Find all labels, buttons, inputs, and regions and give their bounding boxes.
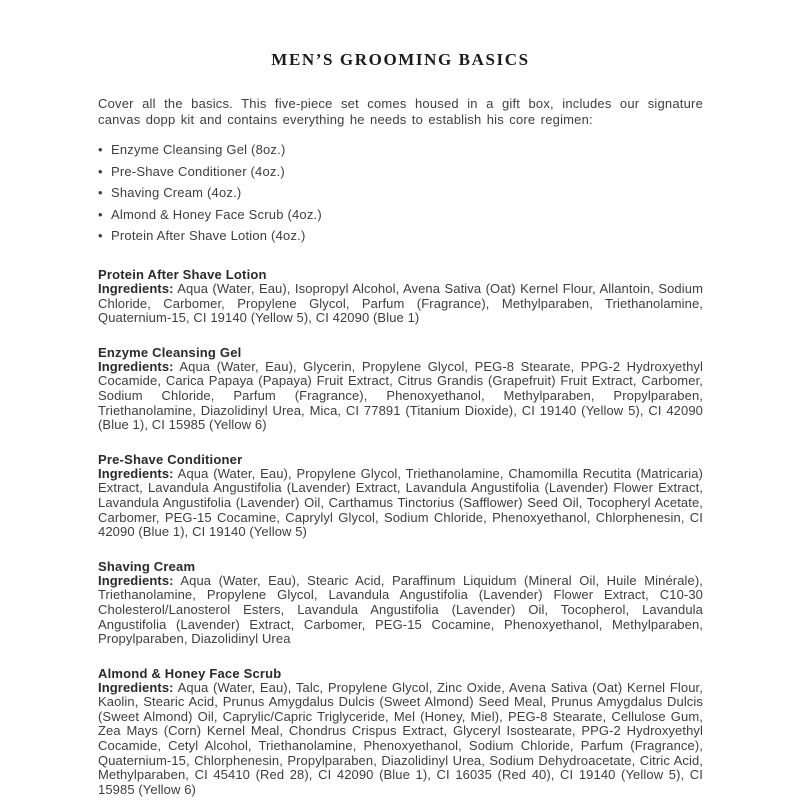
list-item-label: Shaving Cream (4oz.) (111, 185, 242, 200)
ingredients-text: Aqua (Water, Eau), Glycerin, Propylene Glycol, PEG-8 Stearate, PPG-2 Hydroxyethyl Cocamide, Carica Papaya (Papaya) Fruit Extract, Citrus Grandis (Grapefruit) Fruit Extract, Carbomer, Sodium Chloride, Parfum (Fragrance), Phenoxyethanol, Methylparaben, Propylparaben, Triethanolamine, Diazolidinyl Urea, Mica, CI 77891 (Titanium Dioxide), CI 19140 (Yellow 5), CI 42090 (Blue 1), CI 15985 (Yellow 6) (98, 358, 703, 433)
list-item (98, 185, 703, 200)
section-ingredients (98, 467, 703, 540)
ingredients-label: Ingredients: (98, 358, 174, 374)
list-item (98, 207, 703, 222)
ingredients-text: Aqua (Water, Eau), Propylene Glycol, Triethanolamine, Chamomilla Recutita (Matricaria) Extract, Lavandula Angustifolia (Lavender) Extract, Lavandula Angustifolia (Lavender) Flower Extract, Lavandula Angustifolia (Lavender) Oil, Carthamus Tinctorius (Safflower) Seed Oil, Tocopheryl Acetate, Carbomer, PEG-15 Cocamine, Caprylyl Glycol, Sodium Chloride, Phenoxyethanol, Chlorphenesin, CI 42090 (Blue 1), CI 19140 (Yellow 5) (98, 465, 703, 540)
list-item-label: Pre-Shave Conditioner (4oz.) (111, 163, 285, 179)
list-item (98, 228, 703, 243)
list-item-label: Enzyme Cleansing Gel (8oz.) (111, 142, 286, 157)
ingredients-label: Ingredients: (98, 281, 174, 296)
section-heading: Shaving Cream (98, 558, 196, 574)
section-ingredients (98, 574, 703, 647)
intro-paragraph: Cover all the basics. This five-piece set comes housed in a gift box, includes our signature canvas dopp kit and contains everything he needs to establish his core regimen: (98, 96, 703, 127)
section-almond-honey-face-scrub (98, 666, 703, 798)
list-item (98, 142, 703, 157)
ingredients-text: Aqua (Water, Eau), Isopropyl Alcohol, Avena Sativa (Oat) Kernel Flour, Allantoin, Sodium Chloride, Carbomer, Propylene Glycol, Parfum (Fragrance), Methylparaben, Triethanolamine, Quaternium-15, CI 19140 (Yellow 5), CI 42090 (Blue 1) (98, 281, 703, 326)
ingredients-label: Ingredients: (98, 465, 174, 481)
ingredients-label: Ingredients: (98, 572, 174, 588)
ingredients-text: Aqua (Water, Eau), Talc, Propylene Glycol, Zinc Oxide, Avena Sativa (Oat) Kernel Flour, Kaolin, Stearic Acid, Prunus Amygdalus Dulcis (Sweet Almond) Seed Meal, Prunus Amygdalus Dulcis (Sweet Almond) Oil, Caprylic/Capric Triglyceride, Mel (Honey, Miel), PEG-8 Stearate, Cellulose Gum, Zea Mays (Corn) Kernel Meal, Chondrus Crispus Extract, Glyceryl Isostearate, PPG-2 Hydroxyethyl Cocamide, Cetyl Alcohol, Triethanolamine, Phenoxyethanol, Sodium Chloride, Parfum (Fragrance), Quaternium-15, Chlorphenesin, Propylparaben, Diazolidinyl Urea, Sodium Dehydroacetate, Citric Acid, Methylparaben, CI 45410 (Red 28), CI 42090 (Blue 1), CI 16035 (Red 40), CI 19140 (Yellow 5), CI 15985 (Yellow 6) (98, 679, 703, 797)
section-ingredients (98, 360, 703, 433)
list-item-label: Protein After Shave Lotion (4oz.) (111, 228, 306, 243)
list-item-label: Almond & Honey Face Scrub (4oz.) (111, 206, 322, 222)
section-ingredients (98, 681, 703, 798)
section-protein-after-shave-lotion (98, 267, 703, 326)
section-shaving-cream (98, 559, 703, 647)
product-contents-list (98, 142, 703, 243)
section-heading: Protein After Shave Lotion (98, 267, 267, 282)
section-pre-shave-conditioner (98, 452, 703, 540)
page-title: MEN’S GROOMING BASICS (271, 50, 530, 69)
list-item (98, 164, 703, 179)
ingredients-label: Ingredients: (98, 679, 174, 695)
section-ingredients (98, 282, 703, 326)
section-enzyme-cleansing-gel (98, 345, 703, 433)
section-heading: Pre-Shave Conditioner (98, 451, 243, 467)
section-heading: Almond & Honey Face Scrub (98, 665, 282, 681)
section-heading: Enzyme Cleansing Gel (98, 344, 242, 360)
ingredients-text: Aqua (Water, Eau), Stearic Acid, Paraffinum Liquidum (Mineral Oil, Huile Minérale), Triethanolamine, Propylene Glycol, Lavandula Angustifolia (Lavender) Flower Extract, C10-30 Cholesterol/Lanosterol Esters, Lavandula Angustifolia (Lavender) Oil, Tocopherol, Lavandula Angustifolia (Lavender) Extract, Carbomer, PEG-15 Cocamine, Phenoxyethanol, Methylparaben, Propylparaben, Diazolidinyl Urea (98, 572, 703, 647)
